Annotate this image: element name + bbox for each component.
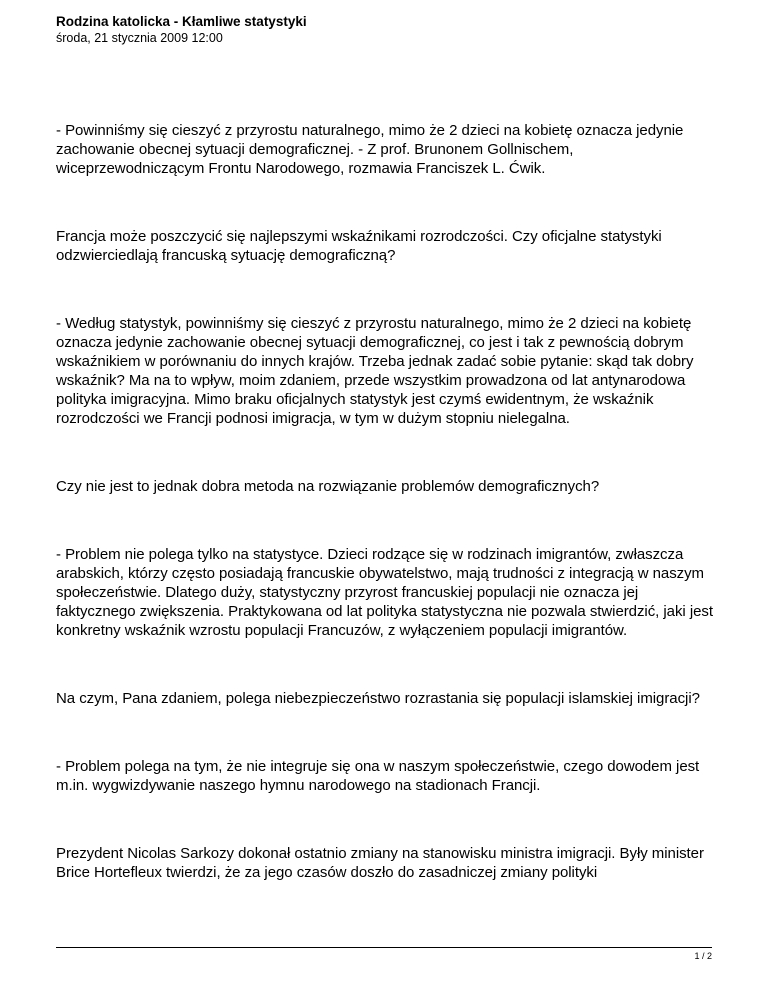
article-paragraph: Francja może poszczycić się najlepszymi wskaźnikami rozrodczości. Czy oficjalne statystyki odzwierciedlają francuską sytuację demograficzną? [56, 228, 662, 264]
article-paragraph: Na czym, Pana zdaniem, polega niebezpieczeństwo rozrastania się populacji islamskiej imigracji? [56, 690, 700, 707]
article-paragraph: - Według statystyk, powinniśmy się cieszyć z przyrostu naturalnego, mimo że 2 dzieci na kobietę oznacza jedynie zachowanie obecnej sytuacji demograficznej, co jest i tak z pewnością dobrym wskaźnikiem w porównaniu do innych krajów. Trzeba jednak zadać sobie pytanie: skąd tak dobry wskaźnik? Ma na to wpływ, moim zdaniem, przede wszystkim prowadzona od lat antynarodowa polityka imigracyjna. Mimo braku oficjalnych statystyk jest czymś ewidentnym, że wskaźnik rozrodczości we Francji podnosi imigracja, w tym w dużym stopniu nielegalna. [56, 315, 694, 427]
article-body [56, 121, 718, 931]
article-paragraph: - Problem nie polega tylko na statystyce. Dzieci rodzące się w rodzinach imigrantów, zwłaszcza arabskich, którzy często posiadają francuskie obywatelstwo, mają trudności z integracją w naszym społeczeństwie. Dlatego duży, statystyczny przyrost francuskiej populacji nie oznacza jej faktycznego zwiększenia. Praktykowana od lat polityka statystyczna nie pozwala stwierdzić, jaki jest konkretny wskaźnik wzrostu populacji Francuzów, z wyłączeniem populacji imigrantów. [56, 546, 713, 639]
article-paragraph: Czy nie jest to jednak dobra metoda na rozwiązanie problemów demograficznych? [56, 478, 600, 495]
article-paragraph: - Powinniśmy się cieszyć z przyrostu naturalnego, mimo że 2 dzieci na kobietę oznacza jedynie zachowanie obecnej sytuacji demograficznej. - Z prof. Brunonem Gollnischem, wiceprzewodniczącym Frontu Narodowego, rozmawia Franciszek L. Ćwik. [56, 122, 684, 177]
page-number: 1 / 2 [694, 951, 712, 961]
page-header [56, 13, 716, 46]
footer-divider [56, 947, 712, 948]
article-paragraph: - Problem polega na tym, że nie integruje się ona w naszym społeczeństwie, czego dowodem jest m.in. wygwizdywanie naszego hymnu narodowego na stadionach Francji. [56, 758, 700, 794]
publication-date: środa, 21 stycznia 2009 12:00 [56, 31, 223, 45]
document-title: Rodzina katolicka - Kłamliwe statystyki [56, 14, 307, 29]
article-paragraph: Prezydent Nicolas Sarkozy dokonał ostatnio zmiany na stanowisku ministra imigracji. Były minister Brice Hortefleux twierdzi, że za jego czasów doszło do zasadniczej zmiany polityki [56, 845, 704, 881]
